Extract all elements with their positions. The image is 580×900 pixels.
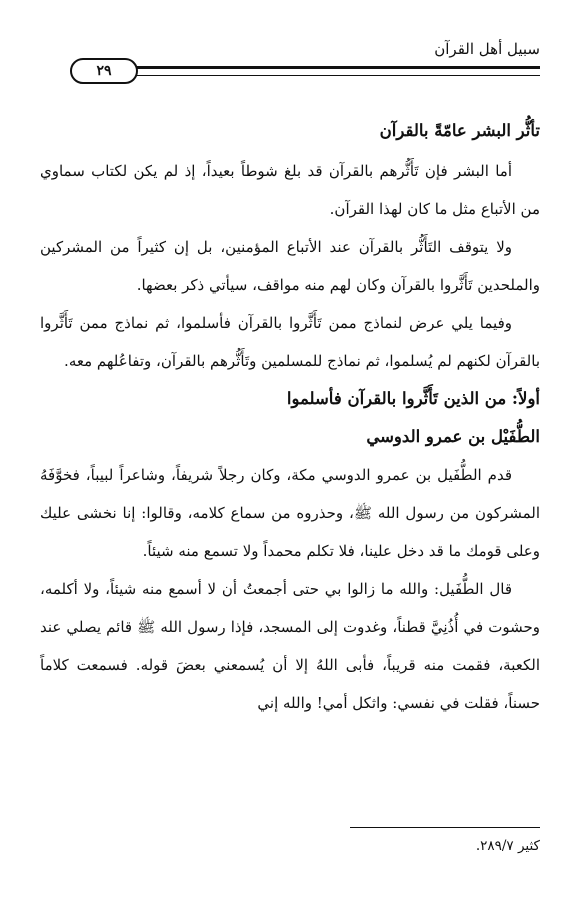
paragraph-3: وفيما يلي عرض لنماذج ممن تَأَثَّروا بالقرآن فأسلموا، ثم نماذج ممن تَأَثَّروا بالقرآن لكنهم لم يُسلموا، ثم نماذج للمسلمين وتَأَثُّرهم بالقرآن، وتفاعُلهم معه. xyxy=(40,314,540,370)
paragraph-1: أما البشر فإن تَأَثُّرهم بالقرآن قد بلغ شوطاً بعيداً، إذ لم يكن لكتاب سماوي من الأتباع مثل ما كان لهذا القرآن. xyxy=(40,162,540,218)
paragraph-5: قال الطُّفَيل: والله ما زالوا بي حتى أجمعتُ أن لا أسمع منه شيئاً، ولا أكلمه، وحشوت في أُذُنِيَّ قطناً، وغدوت إلى المسجد، فإذا رسول الله ﷺ قائم يصلي عند الكعبة، فقمت منه قريباً، فأبى اللهُ إلا أن يُسمعني بعضَ قوله. فسمعت كلاماً حسناً، فقلت في نفسي: واثكل أمي! والله إني xyxy=(40,580,540,712)
subsection-heading: أولاً: من الذين تَأَثَّروا بالقرآن فأسلموا xyxy=(286,389,540,408)
running-header-title: سبيل أهل القرآن xyxy=(434,40,540,58)
page-number-badge xyxy=(70,58,138,84)
header-rule xyxy=(132,66,540,76)
page-number: ٢٩ xyxy=(96,63,112,79)
footnote-rule xyxy=(350,827,540,828)
paragraph-2: ولا يتوقف التَأَثُّر بالقرآن عند الأتباع المؤمنين، بل إن كثيراً من المشركين والملحدين تَأَثَّروا بالقرآن وكان لهم منه مواقف، سيأتي ذكر بعضها. xyxy=(40,238,540,294)
footnote: كثير ٢٨٩/٧. xyxy=(475,838,540,854)
section-heading: تأثُّر البشر عامّةً بالقرآن xyxy=(379,121,540,140)
page-body xyxy=(40,112,540,722)
paragraph-4: قدم الطُّفَيل بن عمرو الدوسي مكة، وكان رجلاً شريفاً، وشاعراً لبيباً، فخوَّفَهُ المشركون من رسول الله ﷺ، وحذروه من سماع كلامه، وقالوا: إنا نخشى عليك وعلى قومك ما قد دخل علينا، فلا تكلم محمداً ولا تسمع منه شيئاً. xyxy=(40,466,540,560)
person-heading: الطُّفَيْل بن عمرو الدوسي xyxy=(366,427,540,446)
